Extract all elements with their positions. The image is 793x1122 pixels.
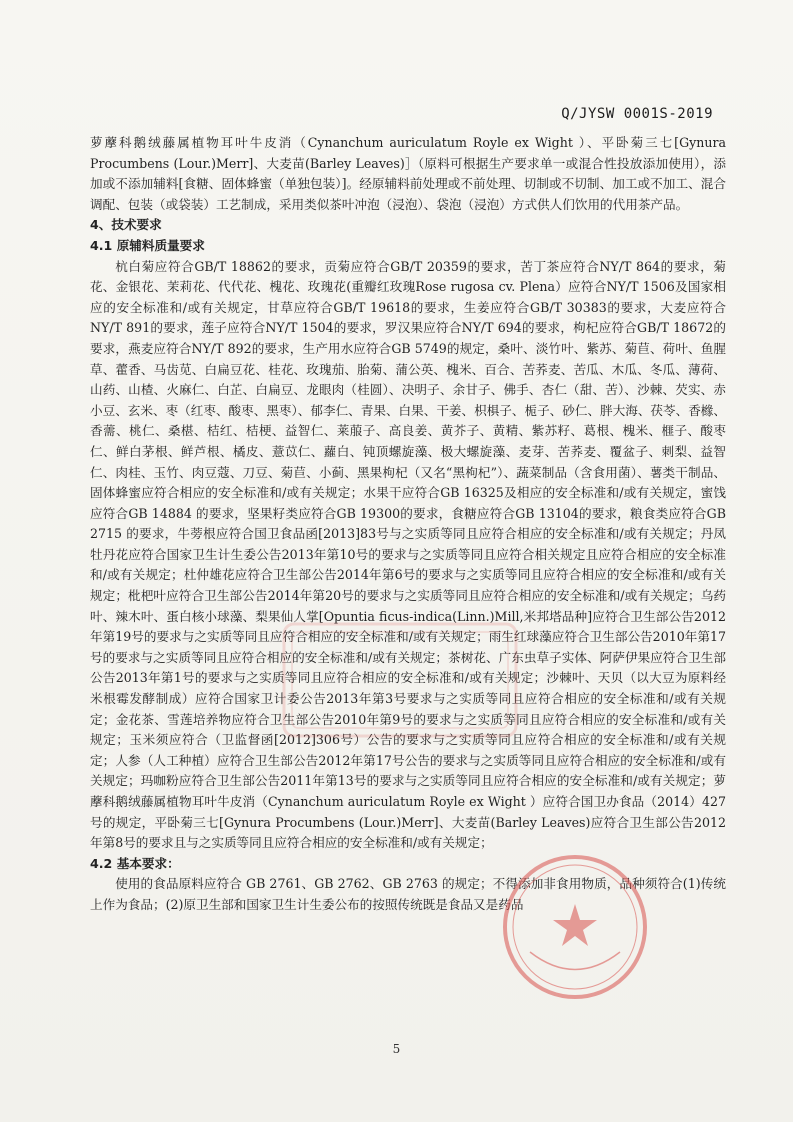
page-number: 5 <box>392 1042 401 1056</box>
section-4-2-text: 使用的食品原料应符合 GB 2761、GB 2762、GB 2763 的规定；不得添加非食用物质，品种须符合(1)传统上作为食品；(2)原卫生部和国家卫生计生委公布的按照传统既是食品又是药品 <box>90 876 726 912</box>
company-seal-icon <box>500 852 650 1002</box>
section-4-title: 4、技术要求 <box>90 217 162 233</box>
section-4-1-title: 4.1 原辅料质量要求 <box>90 237 205 253</box>
standard-code: Q/JYSW 0001S-2019 <box>561 106 713 122</box>
document-body <box>90 133 726 916</box>
section-4-1-text: 杭白菊应符合GB/T 18862的要求，贡菊应符合GB/T 20359的要求，苦丁茶应符合NY/T 864的要求，菊花、金银花、茉莉花、代代花、槐花、玫瑰花(重瓣红玫瑰Rose rugosa cv. Plena）应符合NY/T 1506及国家相应的安全标准和/或有关规定，甘草应符合GB/T 19618的要求，生姜应符合GB/T 30383的要求，大麦应符合NY/T 891的要求，莲子应符合NY/T 1504的要求，罗汉果应符合NY/T 694的要求，枸杞应符合GB/T 18672的要求，燕麦应符合NY/T 892的要求，生产用水应符合GB 5749的规定，桑叶、淡竹叶、紫苏、菊苣、荷叶、鱼腥草、藿香、马齿苋、白扁豆花、桂花、玫瑰茄、胎菊、蒲公英、槐米、百合、苦荞麦、苦瓜、木瓜、冬瓜、薄荷、山药、山楂、火麻仁、白芷、白扁豆、龙眼肉（桂圆）、决明子、余甘子、佛手、杏仁（甜、苦）、沙棘、芡实、赤小豆、玄米、枣（红枣、酸枣、黑枣）、郁李仁、青果、白果、干姜、枳椇子、栀子、砂仁、胖大海、茯苓、香橼、香薷、桃仁、桑椹、桔红、桔梗、益智仁、莱菔子、高良姜、黄芥子、黄精、紫苏籽、葛根、槐米、榧子、酸枣仁、鲜白茅根、鲜芦根、橘皮、薏苡仁、蘿白、钝顶螺旋藻、极大螺旋藻、麦芽、苦荞麦、覆盆子、刺梨、益智仁、肉桂、玉竹、肉豆蔻、刀豆、菊苣、小蓟、黑果枸杞（又名“黑枸杞”）、蔬菜制品（含食用菌）、薯类干制品、固体蜂蜜应符合相应的安全标准和/或有关规定；水果干应符合GB 16325及相应的安全标准和/或有关规定，蜜饯应符合GB 14884 的要求，坚果籽类应符合GB 19300的要求，食糖应符合GB 13104的要求，粮食类应符合GB 2715 的要求，牛蒡根应符合国卫食品函[2013]83号与之实质等同且应符合相应的安全标准和/或有关规定；丹凤牡丹花应符合国家卫生计生委公告2013年第10号的要求与之实质等同且应符合相关规定且应符合相应的安全标准和/或有关规定；杜仲雄花应符合卫生部公告2014年第6号的要求与之实质等同且应符合相应的安全标准和/或有关规定；枇杷叶应符合卫生部公告2014年第20号的要求与之实质等同且应符合相应的安全标准和/或有关规定；乌药叶、辣木叶、蛋白核小球藻、梨果仙人掌[Opuntia ficus-indica(Linn.)Mill,米邦塔品种]应符合卫生部公告2012年第19号的要求与之实质等同且应符合相应的安全标准和/或有关规定；雨生红球藻应符合卫生部公告2010年第17号的要求与之实质等同且应符合相应的安全标准和/或有关规定；茶树花、广东虫草子实体、阿萨伊果应符合卫生部公告2013年第1号的要求与之实质等同且应符合相应的安全标准和/或有关规定；沙棘叶、天贝（以大豆为原料经米根霉发酵制成）应符合国家卫计委公告2013年第3号要求与之实质等同且应符合相应的安全标准和/或有关规定；金花茶、雪莲培养物应符合卫生部公告2010年第9号的要求与之实质等同且应符合相应的安全标准和/或有关规定；玉米须应符合（卫监督函[2012]306号）公告的要求与之实质等同且应符合相应的安全标准和/或有关规定；人参（人工种植）应符合卫生部公告2012年第17号公告的要求与之实质等同且应符合相应的安全标准和/或有关规定；玛咖粉应符合卫生部公告2011年第13号的要求与之实质等同且应符合相应的安全标准和/或有关规定；萝藦科鹅绒藤属植物耳叶牛皮消（Cynanchum auriculatum Royle ex Wight ）应符合国卫办食品（2014）427号的规定，平卧菊三七[Gynura Procumbens (Lour.)Merr]、大麦苗(Barley Leaves)应符合卫生部公告2012年第8号的要求且与之实质等同且应符合相应的安全标准和/或有关规定； <box>90 258 726 851</box>
watermark-stamp-icon <box>280 620 520 740</box>
section-4-2-title: 4.2 基本要求： <box>90 855 180 871</box>
intro-paragraph: 萝藦科鹅绒藤属植物耳叶牛皮消（Cynanchum auriculatum Royle ex Wight ）、平卧菊三七[Gynura Procumbens (Lour.)Merr]、大麦苗(Barley Leaves)］（原料可根据生产要求单一或混合性投放添加使用），添加或不添加辅料[食糖、固体蜂蜜（单独包装）]。经原辅料前处理或不前处理、切制或不切制、加工或不加工、混合调配、包装（或袋装）工艺制成，采用类似茶叶冲泡（浸泡）、袋泡（浸泡）方式供人们饮用的代用茶产品。 <box>90 135 726 212</box>
